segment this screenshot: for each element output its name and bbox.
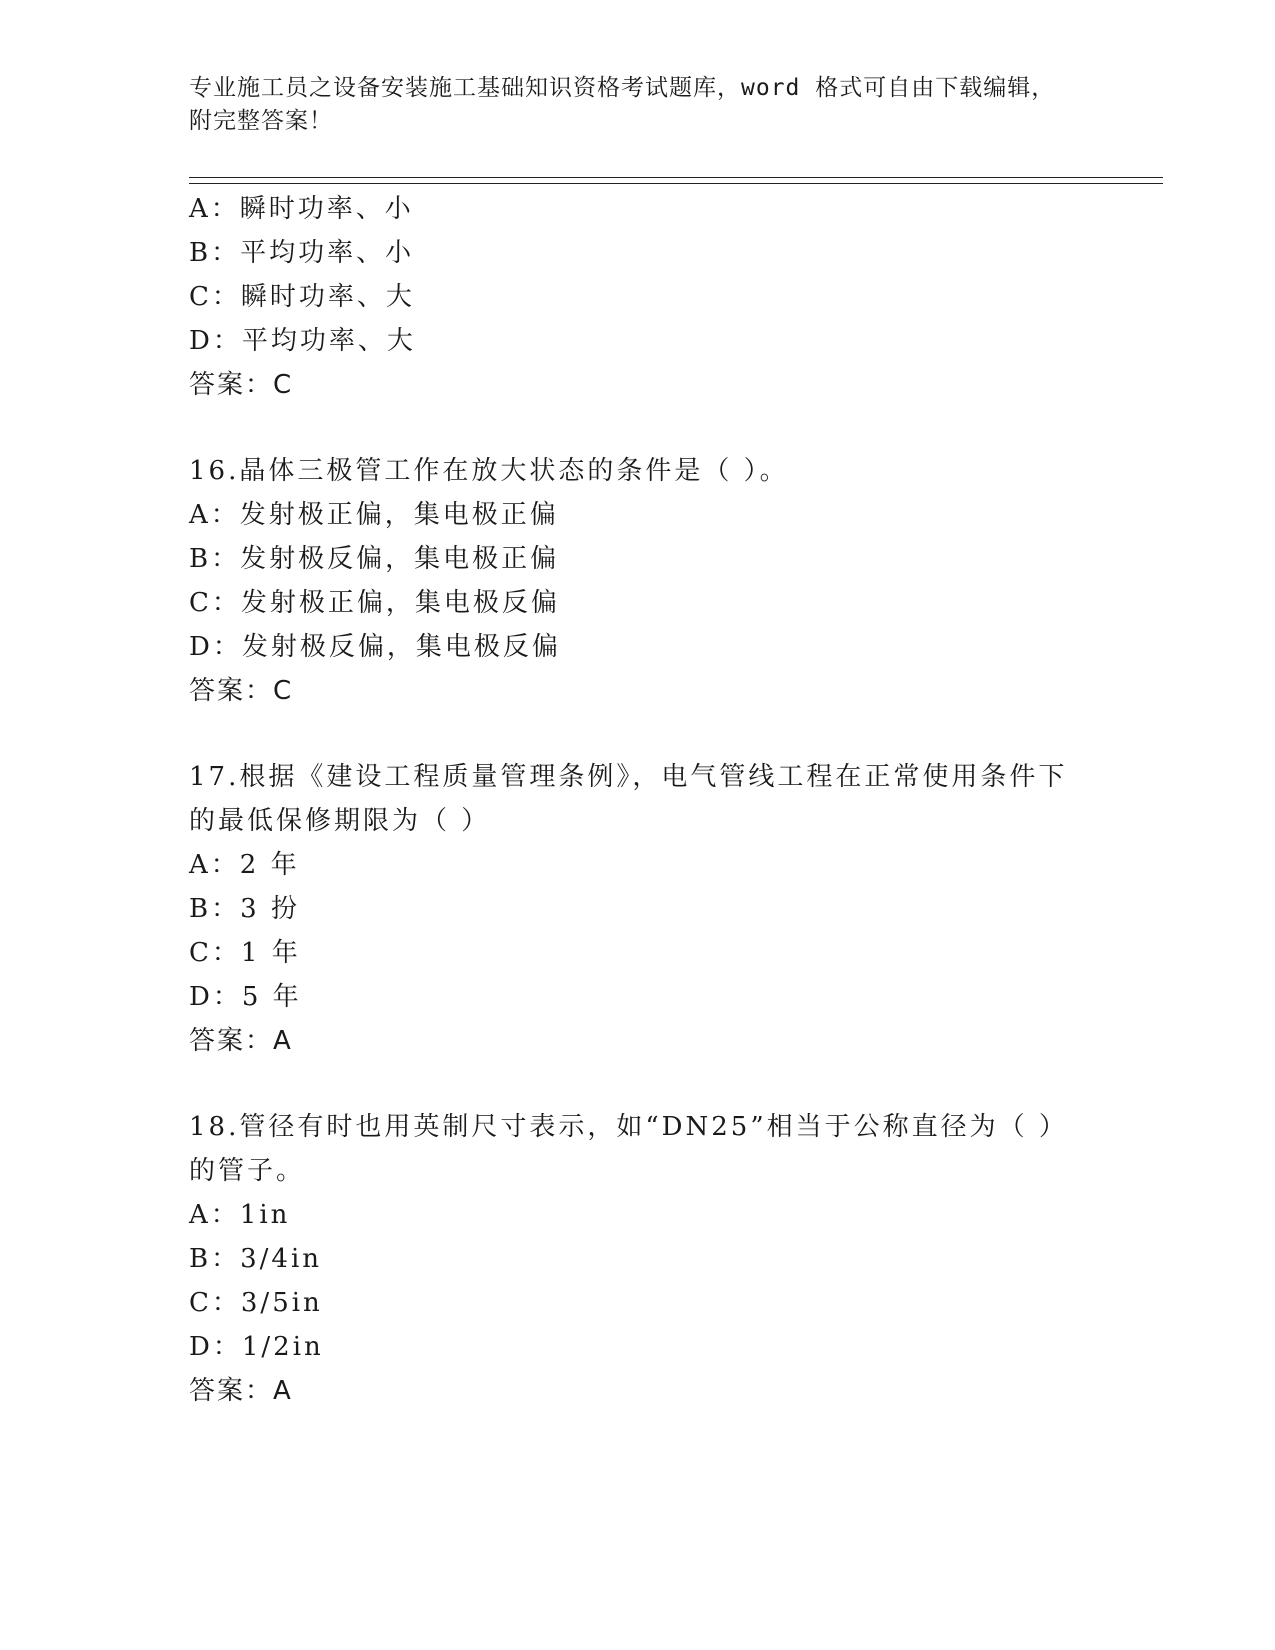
header-line-1: 专业施工员之设备安装施工基础知识资格考试题库，word 格式可自由下载编辑， <box>189 75 1056 101</box>
q15-option-c: C：瞬时功率、大 <box>189 282 415 312</box>
q15-option-a: A：瞬时功率、小 <box>189 194 414 224</box>
q15-answer: 答案：C <box>189 370 294 400</box>
header-line-2: 附完整答案！ <box>189 108 333 134</box>
q15-option-b: B：平均功率、小 <box>189 238 415 268</box>
q18-answer: 答案：A <box>189 1376 293 1406</box>
q18-stem-line-1: 18.管径有时也用英制尺寸表示，如“DN25”相当于公称直径为（ ） <box>189 1112 1068 1142</box>
q16-stem: 16.晶体三极管工作在放大状态的条件是（ ）。 <box>189 456 789 486</box>
q16-option-c: C：发射极正偏，集电极反偏 <box>189 588 560 618</box>
q17-stem-line-1: 17.根据《建设工程质量管理条例》，电气管线工程在正常使用条件下 <box>189 762 1068 792</box>
q18-option-a: A：1in <box>189 1200 291 1230</box>
q17-option-c: C：1 年 <box>189 938 301 968</box>
document-header <box>189 72 1089 138</box>
header-rule-bottom <box>189 183 1163 184</box>
q16-option-b: B：发射极反偏，集电极正偏 <box>189 544 560 574</box>
q16-option-a: A：发射极正偏，集电极正偏 <box>189 500 559 530</box>
q17-option-b: B：3 扮 <box>189 894 300 924</box>
q17-option-d: D：5 年 <box>189 982 302 1012</box>
q18-stem-line-2: 的管子。 <box>189 1156 306 1186</box>
q17-answer: 答案：A <box>189 1026 293 1056</box>
q17-stem-line-2: 的最低保修期限为（ ） <box>189 806 491 836</box>
q16-option-d: D：发射极反偏，集电极反偏 <box>189 632 561 662</box>
q18-option-c: C：3/5in <box>189 1288 323 1318</box>
q16-answer: 答案：C <box>189 676 294 706</box>
q18-option-d: D：1/2in <box>189 1332 324 1362</box>
header-rule-top <box>189 177 1163 178</box>
q17-option-a: A：2 年 <box>189 850 300 880</box>
q18-option-b: B：3/4in <box>189 1244 323 1274</box>
q15-option-d: D：平均功率、大 <box>189 326 416 356</box>
